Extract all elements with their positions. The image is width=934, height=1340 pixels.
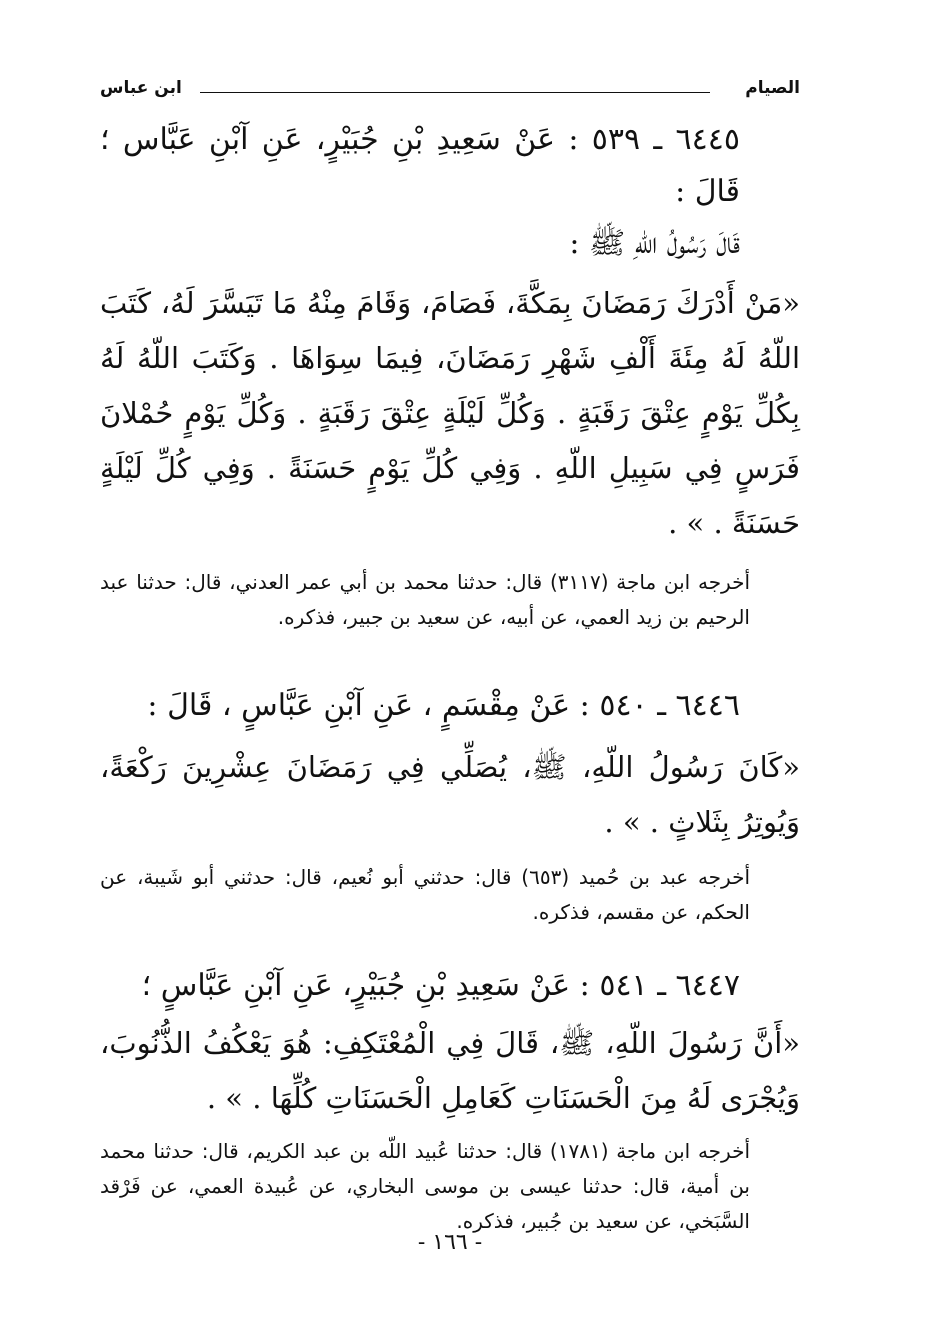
hadith-text: «مَنْ أَدْرَكَ رَمَضَانَ بِمَكَّةَ، فَصَامَ، وَقَامَ مِنْهُ مَا تَيَسَّرَ لَهُ، كَتَبَ اللّهُ لَهُ مِئَةَ أَلْفِ شَهْرِ رَمَضَانَ، فِيمَا سِوَاهَا . وَكَتَبَ اللّهُ لَهُ بِكُلِّ يَوْمٍ عِتْقَ رَقَبَةٍ . وَكُلِّ لَيْلَةٍ عِتْقَ رَقَبَةٍ . وَكُلِّ يَوْمٍ حُمْلانَ فَرَسٍ فِي سَبِيلِ اللّهِ . وَفِي كُلِّ يَوْمٍ حَسَنَةً . وَفِي كُلِّ لَيْلَةٍ حَسَنَةً . » .: [100, 286, 800, 540]
hadith-source-note: [100, 860, 800, 930]
hadith-heading: [100, 114, 800, 270]
source-note-line: شَيبة، عن الحكم، عن مقسم، فذكره.: [100, 865, 750, 924]
source-note-line: أخرجه ابن ماجة (١٧٨١) قال: حدثنا عُبيد اللّه بن عبد الكريم، قال:: [201, 1139, 751, 1163]
source-note-line: حدثنا عبد الرحيم بن زيد العمي، عن أبيه، عن سعيد بن جبير، فذكره.: [100, 570, 750, 629]
hadith-heading-line: ٦٤٤٦ ـ ٥٤٠ : عَنْ مِقْسَمٍ ، عَنِ آبْنِ عَبَّاسٍ ، قَالَ :: [147, 688, 740, 723]
hadith-heading-line: ٦٤٤٧ ـ ٥٤١ : عَنْ سَعِيدِ بْنِ جُبَيْرٍ، عَنِ آبْنِ عَبَّاسٍ ؛: [141, 968, 740, 1003]
page-number: - ١٦٦ -: [417, 1230, 483, 1255]
source-note-line: أخرجه عبد بن حُميد (٦٥٣) قال: حدثني أبو نُعيم، قال: حدثني أبو: [192, 865, 751, 889]
hadith-source-note: [100, 1134, 800, 1239]
hadith-heading-line: ٦٤٤٥ ـ ٥٣٩ : عَنْ سَعِيدِ بْنِ جُبَيْرٍ، عَنِ آبْنِ عَبَّاس ؛ قَالَ :: [100, 122, 740, 209]
header-rule: [200, 92, 710, 93]
source-note-line: حدثنا محمد بن أمية، قال: حدثنا عيسى بن موسى البخاري، عن عُبيدة العمي، عن فَرْقد السَّبَخي، عن سعيد بن جُبير، فذكره.: [100, 1139, 750, 1233]
source-note-line: أخرجه ابن ماجة (٣١١٧) قال: حدثنا محمد بن أبي عمر العدني، قال:: [184, 570, 751, 594]
section-title: الصيام: [745, 78, 800, 98]
hadith-entry: [100, 114, 800, 635]
hadith-source-note: [100, 565, 800, 635]
hadith-heading: [100, 960, 800, 1012]
document-page: [100, 70, 800, 1320]
hadith-entry: [100, 960, 800, 1239]
hadith-heading: [100, 680, 800, 732]
running-header: [100, 70, 800, 104]
hadith-text: «أَنَّ رَسُولَ اللّهِ، ﷺ، قَالَ فِي الْمُعْتَكِفِ: هُوَ يَعْكُفُ الذُّنُوبَ، وَيُجْرَى لَهُ مِنَ الْحَسَنَاتِ كَعَامِلِ الْحَسَنَاتِ كُلِّهَا . » .: [100, 1026, 800, 1115]
hadith-entry: [100, 680, 800, 930]
companion-name: ابن عباس: [100, 78, 182, 98]
hadith-heading-line: قَالَ رَسُولُ اللّهِ ﷺ :: [569, 226, 740, 261]
hadith-text: «كَانَ رَسُولُ اللّهِ، ﷺ، يُصَلِّي فِي رَمَضَانَ عِشْرِينَ رَكْعَةً، وَيُوتِرُ بِثَلاثٍ . » .: [100, 750, 800, 839]
